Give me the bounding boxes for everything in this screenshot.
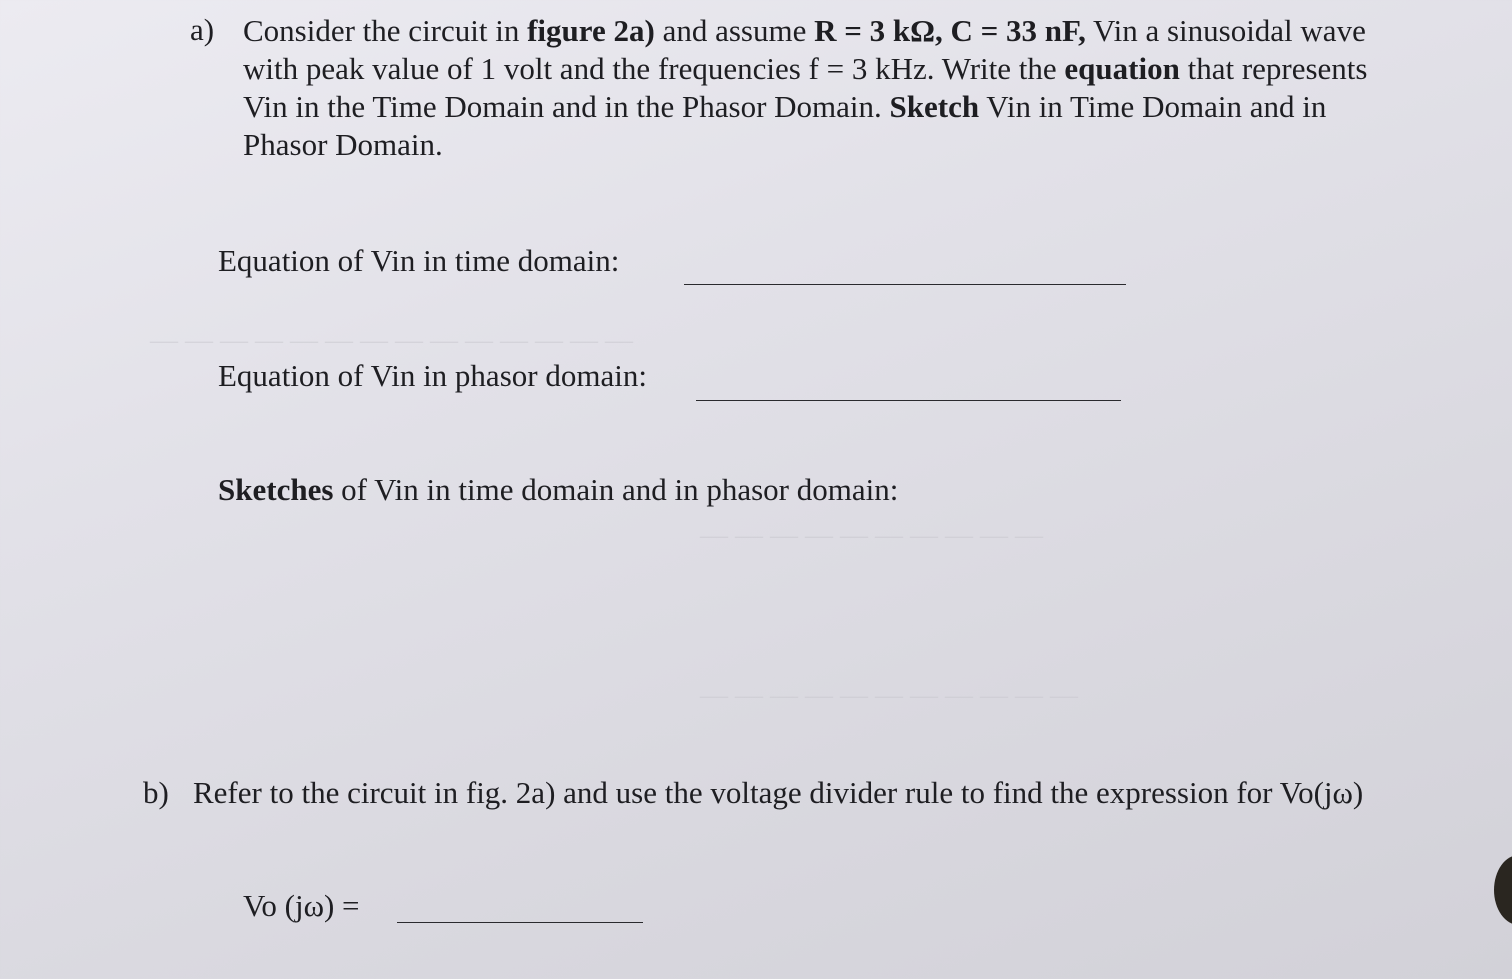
part-a-question bbox=[243, 12, 1483, 164]
part-a-line-4: Phasor Domain. bbox=[243, 127, 443, 162]
phasor-domain-answer-line[interactable] bbox=[696, 400, 1121, 401]
bleed-through-text: — — — — — — — — — — bbox=[700, 520, 1043, 551]
part-b-question: Refer to the circuit in fig. 2a) and use the voltage divider rule to find the expression for Vo(jω) bbox=[193, 775, 1364, 810]
bleed-through-text: — — — — — — — — — — — bbox=[700, 680, 1078, 711]
time-domain-label: Equation of Vin in time domain: bbox=[218, 243, 620, 278]
part-a-line-2: with peak value of 1 volt and the frequencies f = 3 kHz. Write the equation that represents bbox=[243, 51, 1368, 86]
vo-answer-label: Vo (jω) = bbox=[243, 888, 360, 923]
phasor-domain-label: Equation of Vin in phasor domain: bbox=[218, 358, 647, 393]
vo-answer-line[interactable] bbox=[397, 922, 643, 923]
part-a-line-3: Vin in the Time Domain and in the Phasor Domain. Sketch Vin in Time Domain and in bbox=[243, 89, 1327, 124]
part-a-label: a) bbox=[190, 12, 215, 47]
edge-shadow bbox=[1494, 855, 1512, 925]
part-b-label: b) bbox=[143, 775, 169, 810]
time-domain-answer-line[interactable] bbox=[684, 284, 1126, 285]
part-a-line-1: Consider the circuit in figure 2a) and assume R = 3 kΩ, C = 33 nF, Vin a sinusoidal wave bbox=[243, 13, 1366, 48]
bleed-through-text: — — — — — — — — — — — — — — bbox=[150, 325, 633, 356]
sketch-label: Sketches of Vin in time domain and in phasor domain: bbox=[218, 472, 899, 507]
